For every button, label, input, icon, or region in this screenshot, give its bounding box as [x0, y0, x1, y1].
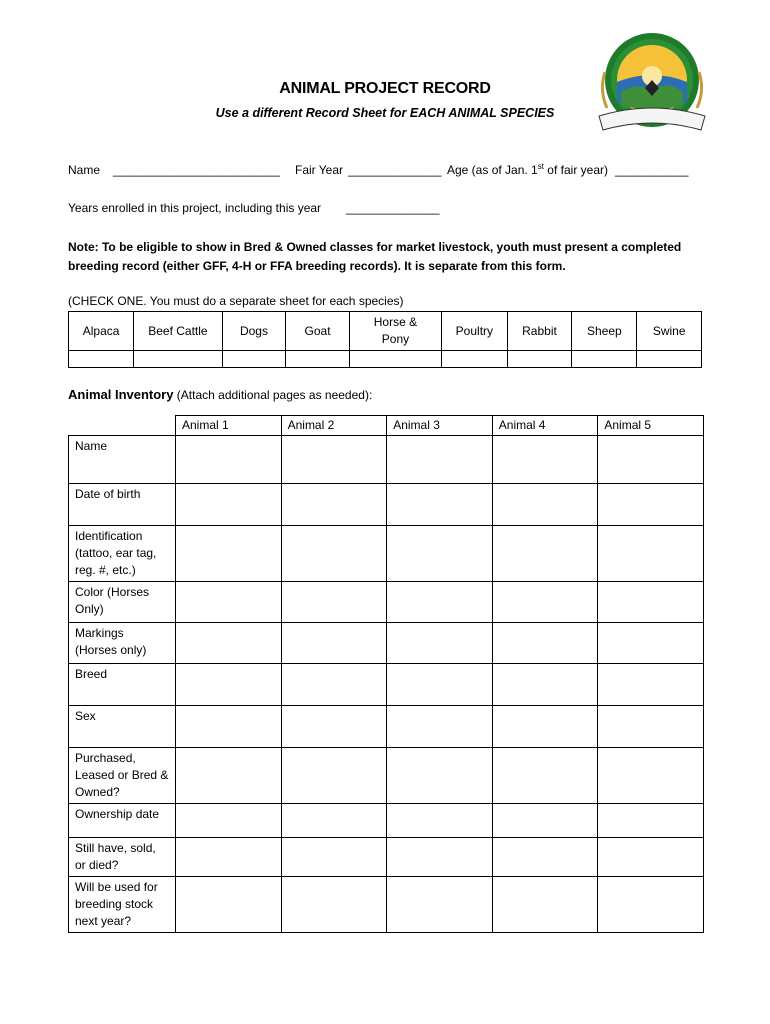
entry-cell[interactable]	[492, 877, 598, 933]
species-option: Rabbit	[507, 312, 572, 351]
column-header: Animal 3	[387, 416, 493, 436]
species-option: Goat	[286, 312, 349, 351]
entry-cell[interactable]	[281, 877, 387, 933]
species-checkbox[interactable]	[134, 351, 222, 368]
row-label: Identification (tattoo, ear tag, reg. #, etc.)	[69, 526, 176, 582]
entry-cell[interactable]	[387, 804, 493, 838]
species-checkbox[interactable]	[286, 351, 349, 368]
entry-cell[interactable]	[387, 484, 493, 526]
entry-cell[interactable]	[387, 664, 493, 706]
fair-year-field[interactable]: ______________	[348, 163, 442, 177]
table-corner	[69, 416, 176, 436]
entry-cell[interactable]	[598, 804, 704, 838]
species-table	[68, 311, 702, 368]
page-title: ANIMAL PROJECT RECORD	[279, 80, 491, 97]
species-option: Horse & Pony	[349, 312, 441, 351]
species-checkbox[interactable]	[442, 351, 507, 368]
years-enrolled-field[interactable]: ______________	[346, 201, 440, 215]
entry-cell[interactable]	[598, 838, 704, 877]
age-field[interactable]: ___________	[615, 163, 689, 177]
entry-cell[interactable]	[598, 623, 704, 664]
species-option: Alpaca	[69, 312, 134, 351]
row-label: Sex	[69, 706, 176, 748]
entry-cell[interactable]	[176, 877, 282, 933]
page-subtitle: Use a different Record Sheet for EACH ANIMAL SPECIES	[215, 106, 555, 120]
entry-cell[interactable]	[598, 526, 704, 582]
species-option: Sheep	[572, 312, 637, 351]
column-header: Animal 1	[176, 416, 282, 436]
entry-cell[interactable]	[492, 748, 598, 804]
entry-cell[interactable]	[176, 804, 282, 838]
entry-cell[interactable]	[387, 706, 493, 748]
species-checkbox[interactable]	[507, 351, 572, 368]
entry-cell[interactable]	[598, 706, 704, 748]
species-checkbox[interactable]	[69, 351, 134, 368]
entry-cell[interactable]	[176, 623, 282, 664]
species-checkbox[interactable]	[572, 351, 637, 368]
entry-cell[interactable]	[598, 748, 704, 804]
entry-cell[interactable]	[598, 436, 704, 484]
entry-cell[interactable]	[281, 582, 387, 623]
entry-cell[interactable]	[176, 582, 282, 623]
row-label: Purchased, Leased or Bred & Owned?	[69, 748, 176, 804]
entry-cell[interactable]	[492, 706, 598, 748]
entry-cell[interactable]	[281, 804, 387, 838]
entry-cell[interactable]	[176, 838, 282, 877]
entry-cell[interactable]	[176, 664, 282, 706]
species-checkbox[interactable]	[222, 351, 286, 368]
species-instruction: (CHECK ONE. You must do a separate sheet for each species)	[68, 294, 404, 308]
species-option: Swine	[637, 312, 702, 351]
entry-cell[interactable]	[176, 526, 282, 582]
entry-cell[interactable]	[387, 838, 493, 877]
entry-cell[interactable]	[387, 877, 493, 933]
inventory-table	[68, 415, 704, 933]
row-label: Breed	[69, 664, 176, 706]
name-field[interactable]: _________________________	[113, 163, 280, 177]
years-enrolled-label: Years enrolled in this project, including this year	[68, 201, 322, 215]
row-label: Name	[69, 436, 176, 484]
entry-cell[interactable]	[281, 664, 387, 706]
entry-cell[interactable]	[281, 748, 387, 804]
entry-cell[interactable]	[387, 436, 493, 484]
entry-cell[interactable]	[281, 623, 387, 664]
row-label: Color (Horses Only)	[69, 582, 176, 623]
entry-cell[interactable]	[598, 877, 704, 933]
entry-cell[interactable]	[492, 804, 598, 838]
entry-cell[interactable]	[281, 484, 387, 526]
entry-cell[interactable]	[492, 526, 598, 582]
entry-cell[interactable]	[176, 706, 282, 748]
species-checkbox[interactable]	[637, 351, 702, 368]
eligibility-note: Note: To be eligible to show in Bred & Owned classes for market livestock, youth must present a completed breeding record (either GFF, 4-H or FFA breeding records). It is separate from this form.	[68, 240, 682, 273]
entry-cell[interactable]	[281, 526, 387, 582]
age-label: Age (as of Jan. 1st of fair year)	[447, 162, 608, 177]
entry-cell[interactable]	[176, 436, 282, 484]
row-label: Markings (Horses only)	[69, 623, 176, 664]
column-header: Animal 5	[598, 416, 704, 436]
entry-cell[interactable]	[492, 436, 598, 484]
entry-cell[interactable]	[492, 664, 598, 706]
species-checkbox[interactable]	[349, 351, 441, 368]
entry-cell[interactable]	[598, 484, 704, 526]
entry-cell[interactable]	[176, 484, 282, 526]
entry-cell[interactable]	[492, 582, 598, 623]
row-label: Will be used for breeding stock next year?	[69, 877, 176, 933]
entry-cell[interactable]	[492, 838, 598, 877]
column-header: Animal 2	[281, 416, 387, 436]
row-label: Ownership date	[69, 804, 176, 838]
entry-cell[interactable]	[387, 526, 493, 582]
entry-cell[interactable]	[598, 582, 704, 623]
species-option: Beef Cattle	[134, 312, 222, 351]
species-option: Dogs	[222, 312, 286, 351]
fair-year-label: Fair Year	[295, 163, 344, 177]
species-option: Poultry	[442, 312, 507, 351]
entry-cell[interactable]	[281, 436, 387, 484]
entry-cell[interactable]	[281, 838, 387, 877]
entry-cell[interactable]	[387, 623, 493, 664]
column-header: Animal 4	[492, 416, 598, 436]
name-label: Name	[68, 163, 101, 177]
entry-cell[interactable]	[281, 706, 387, 748]
entry-cell[interactable]	[492, 484, 598, 526]
entry-cell[interactable]	[492, 623, 598, 664]
inventory-heading: Animal Inventory (Attach additional pages as needed):	[68, 387, 373, 402]
entry-cell[interactable]	[387, 582, 493, 623]
entry-cell[interactable]	[598, 664, 704, 706]
entry-cell[interactable]	[387, 748, 493, 804]
row-label: Date of birth	[69, 484, 176, 526]
entry-cell[interactable]	[176, 748, 282, 804]
row-label: Still have, sold, or died?	[69, 838, 176, 877]
